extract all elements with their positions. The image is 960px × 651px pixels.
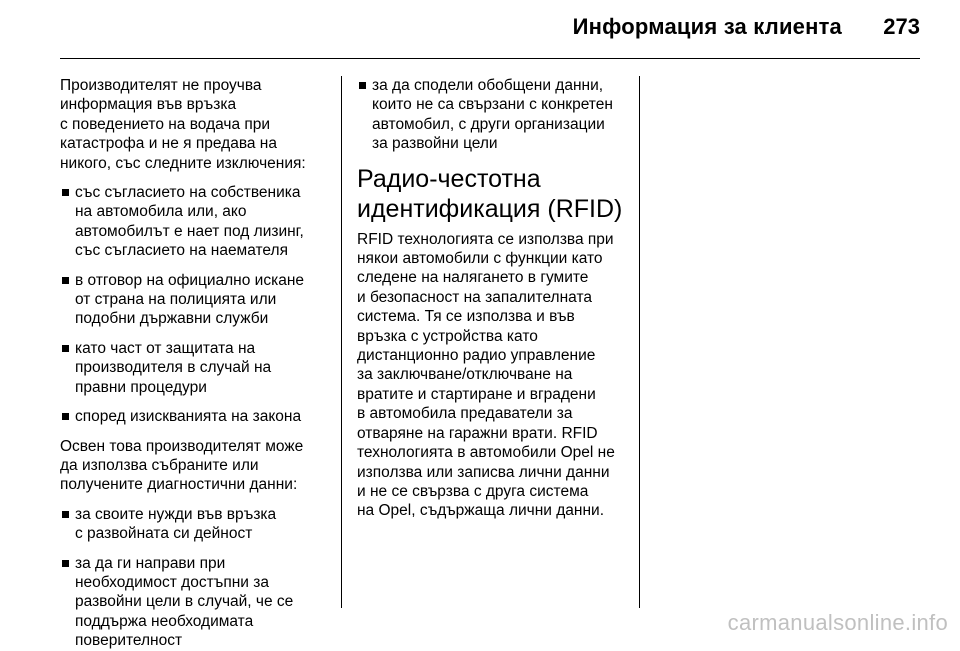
- page-number: 273: [883, 14, 920, 39]
- list-item-usage: [357, 76, 632, 154]
- list-item-exception: [60, 339, 330, 397]
- list-item-exception: [60, 407, 330, 426]
- right-column: [357, 76, 632, 521]
- section-heading-rfid: Радио-честотна идентификация (RFID): [357, 164, 623, 223]
- list-item-exception: [60, 183, 330, 261]
- bullet-text: в отговор на официално искане от страна на полицията или подобни държавни служби: [75, 271, 304, 328]
- intro-paragraph: Производителят не проучва информация във връзка с поведението на водача при катастрофа и не я предава на никого, със следните изключения:: [60, 77, 306, 172]
- column-divider-left: [341, 76, 342, 608]
- list-item-usage: [60, 505, 330, 544]
- bullet-text: за да ги направи при необходимост достъпни за развойни цели в случай, че се поддържа необходимата поверителност: [75, 554, 294, 650]
- left-column: [60, 76, 330, 651]
- column-divider-right: [639, 76, 640, 608]
- header-title: Информация за клиента: [572, 14, 842, 39]
- list-item-usage: [60, 554, 330, 651]
- list-item-exception: [60, 271, 330, 329]
- usage-intro-paragraph: Освен това производителят може да използва събраните или получените диагностични данни:: [60, 437, 304, 494]
- bullet-text: за да сподели обобщени данни, които не са свързани с конкретен автомобил, с други организации за развойни цели: [372, 77, 613, 153]
- watermark: carmanualsonline.info: [727, 610, 948, 635]
- rfid-paragraph: RFID технологията се използва при някои автомобили с функции като следене на налягането в гумите и безопасност на запалителната система. Тя се използва и във връзка с устройства като дистанционно радио управление за заключване/отключване на вратите и стартиране и вградени в автомобила предаватели за отваряне на гаражни врати. RFID технологията в автомобили Opel не използва или записва лични данни и не се свързва с друга система на Opel, съдържаща лични данни.: [357, 230, 615, 520]
- bullet-text: за своите нужди във връзка с развойната си дейност: [75, 505, 277, 543]
- bullet-text: според изискванията на закона: [75, 408, 302, 426]
- bullet-text: със съгласието на собственика на автомобила или, ако автомобилът е нает под лизинг, със съгласието на наемателя: [75, 184, 304, 260]
- header-rule: [60, 58, 920, 59]
- bullet-text: като част от защитата на производителя в случай на правни процедури: [75, 339, 272, 396]
